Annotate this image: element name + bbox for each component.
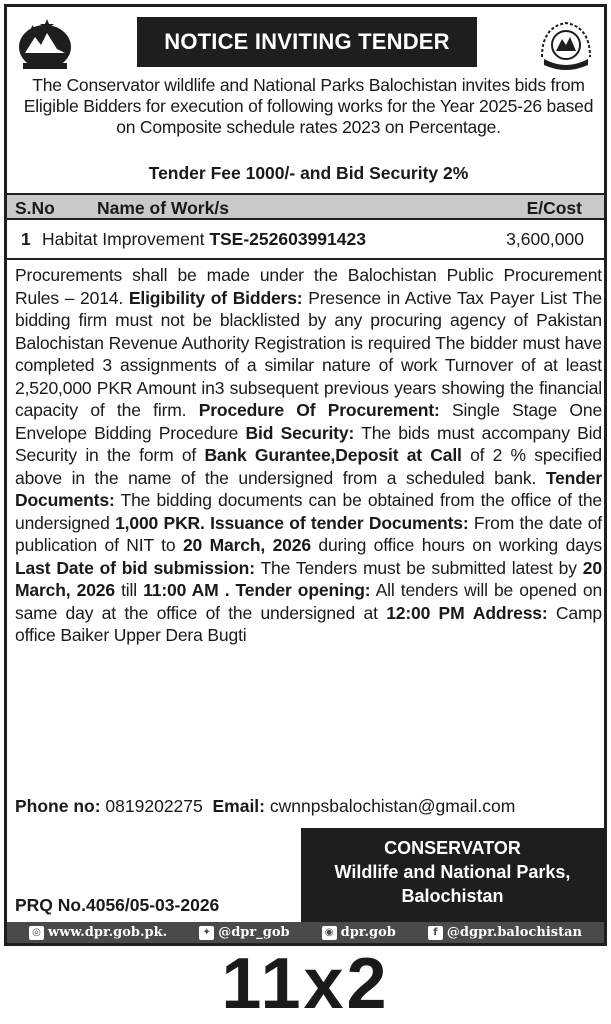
tender-notice [4, 4, 607, 946]
header-sno: S.No [15, 198, 55, 218]
body-text: Presence in Active Tax Payer List The bidding firm must not be blacklisted by any procuring agency of Pakistan Balochistan Revenue Authority Registration is required The bidder must have completed 3 assignments of a similar nature of work Turnover of at least 2,520,000 PKR Amount in3 subsequent previous years showing the financial capacity of the firm. [15, 287, 602, 420]
body-bold: 12:00 PM [386, 602, 465, 623]
twitter-handle: @dpr_gob [218, 925, 290, 940]
body-text: All tenders will be opened on same day at the office of the undersigned at [15, 580, 603, 623]
signature-title: CONSERVATOR [384, 838, 521, 858]
email-label: Email: [212, 796, 266, 816]
body-text: Procurements shall be made under the Balochistan Public Procurement Rules – 2014. [15, 265, 602, 308]
body-heading: Tender Documents: [15, 467, 602, 510]
balochistan-emblem-icon [13, 13, 77, 75]
footer-website [29, 925, 167, 940]
body-heading: Bid Security: [245, 422, 355, 443]
instagram-handle: dpr.gob [340, 925, 396, 940]
prq-number: PRQ No.4056/05-03-2026 [15, 895, 220, 915]
notice-title: NOTICE INVITING TENDER [137, 17, 477, 67]
header-estimated-cost: E/Cost [526, 198, 582, 218]
row-work-name [42, 229, 366, 250]
body-text: The Tenders must be submitted latest by [260, 557, 577, 578]
ad-size-label: 11x2 [221, 944, 390, 1024]
body-text: during office hours on working days [318, 535, 602, 555]
body-heading: Address: [472, 602, 548, 623]
body-text: till [121, 580, 138, 600]
body-text: of 2 % specified above in the name of the undersigned from a scheduled bank. [15, 445, 602, 488]
body-text: The bidding documents can be obtained from the office of the undersigned [15, 490, 602, 533]
twitter-icon: ✦ [199, 926, 214, 940]
email-address: cwnnpsbalochistan@gmail.com [269, 796, 516, 816]
website-text: www.dpr.gob.pk. [48, 925, 168, 940]
signature-department: Wildlife and National Parks, [334, 862, 571, 882]
body-heading: Issuance of tender Documents: [210, 512, 469, 533]
body-heading: Last Date of bid submission: [15, 557, 255, 578]
body-text: Single Stage One Envelope Bidding Procedure [15, 400, 603, 443]
body-bold: 11:00 AM [143, 580, 219, 600]
phone-number: 0819202275 [105, 796, 203, 816]
works-table-header [7, 193, 604, 220]
footer-bar [7, 922, 604, 943]
body-bold: 1,000 PKR. [115, 512, 205, 533]
body-text: The bids must accompany Bid Security in the form of [15, 422, 602, 465]
body-heading: Tender opening: [235, 580, 371, 600]
body-heading: Eligibility of Bidders: [128, 287, 303, 308]
row-work-title: Habitat Improvement [42, 229, 205, 249]
body-bold: 20 March, 2026 [182, 535, 311, 555]
signature-province: Balochistan [401, 886, 504, 906]
footer-twitter [199, 925, 289, 940]
body-text: From the date of publication of NIT to [15, 512, 602, 555]
footer-instagram [322, 925, 396, 940]
body-text: Camp office Baiker Upper Dera Bugti [15, 602, 603, 645]
facebook-icon: f [428, 926, 443, 940]
contact-line [15, 795, 602, 817]
tender-fee-line: Tender Fee 1000/- and Bid Security 2% [148, 163, 469, 183]
instagram-icon: ◉ [322, 926, 337, 940]
footer-facebook [428, 925, 582, 940]
header-name-of-work: Name of Work/s [97, 198, 229, 218]
notice-body [15, 264, 602, 647]
body-bold: 20 March, 2026 [15, 557, 602, 600]
wildlife-department-logo-icon [534, 13, 598, 75]
body-bold: . [224, 580, 230, 600]
globe-icon: ◎ [29, 926, 44, 940]
body-heading: Procedure Of Procurement: [198, 400, 440, 420]
row-work-code: TSE-252603991423 [209, 229, 366, 249]
row-cost: 3,600,000 [506, 229, 584, 249]
phone-label: Phone no: [15, 796, 101, 816]
signature-block [301, 828, 604, 922]
intro-paragraph: The Conservator wildlife and National Parks Balochistan invites bids from Eligible Bidders for execution of following works for the Year 2025-26 based on Composite schedule rates 2023 on Percentage. [23, 75, 594, 137]
body-bold: Bank Gurantee,Deposit at Call [204, 445, 462, 465]
row-sno: 1 [21, 229, 31, 249]
table-row [7, 220, 604, 260]
facebook-handle: @dgpr.balochistan [446, 925, 582, 940]
